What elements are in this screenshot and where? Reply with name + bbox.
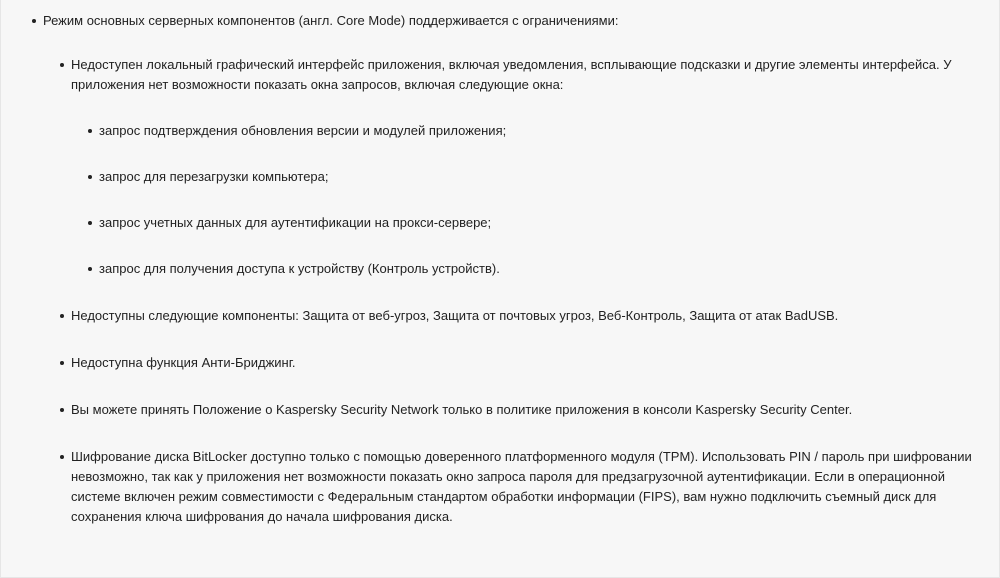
list-item-bitlocker — [57, 447, 987, 527]
bullet-icon — [57, 447, 67, 467]
bullet-icon — [85, 259, 95, 279]
request-text: запрос подтверждения обновления версии и модулей приложения; — [99, 123, 507, 138]
request-windows-list — [85, 121, 987, 279]
anti-bridging-text: Недоступна функция Анти-Бриджинг. — [71, 355, 296, 370]
list-item-ksn — [57, 400, 987, 420]
list-item-request — [85, 121, 987, 141]
list-item-request — [85, 213, 987, 233]
core-mode-text: Режим основных серверных компонентов (англ. Core Mode) поддерживается с ограничениями: — [43, 13, 619, 28]
list-item-request — [85, 259, 987, 279]
request-text: запрос для получения доступа к устройству (Контроль устройств). — [99, 261, 500, 276]
list-item-no-gui — [57, 55, 987, 279]
bullet-icon — [57, 306, 67, 326]
bullet-icon — [85, 213, 95, 233]
ksn-text: Вы можете принять Положение о Kaspersky Security Network только в политике приложения в консоли Kaspersky Security Center. — [71, 402, 853, 417]
no-gui-text: Недоступен локальный графический интерфейс приложения, включая уведомления, всплывающие подсказки и другие элементы интерфейса. У приложения нет возможности показать окна запросов, включая следующие окна: — [71, 57, 952, 92]
bullet-icon — [85, 167, 95, 187]
list-item-request — [85, 167, 987, 187]
bullet-icon — [57, 55, 67, 75]
request-text: запрос для перезагрузки компьютера; — [99, 169, 329, 184]
bullet-icon — [57, 400, 67, 420]
bullet-icon — [29, 11, 39, 31]
limitations-list — [57, 55, 987, 527]
bitlocker-text: Шифрование диска BitLocker доступно только с помощью доверенного платформенного модуля (TPM). Использовать PIN / пароль при шифровании невозможно, так как у приложения нет возможности показать окно запроса пароля для предзагрузочной аутентификации. Если в операционной системе включен режим совместимости с Федеральным стандартом обработки информации (FIPS), вам нужно подключить съемный диск для сохранения ключа шифрования до начала шифрования диска. — [71, 449, 972, 524]
list-item-core-mode — [29, 11, 979, 527]
components-text: Недоступны следующие компоненты: Защита от веб-угроз, Защита от почтовых угроз, Веб-Контроль, Защита от атак BadUSB. — [71, 308, 839, 323]
request-text: запрос учетных данных для аутентификации на прокси-сервере; — [99, 215, 492, 230]
list-item-anti-bridging — [57, 353, 987, 373]
bullet-icon — [85, 121, 95, 141]
bullet-icon — [57, 353, 67, 373]
list-item-components — [57, 306, 987, 326]
core-mode-list — [29, 11, 979, 554]
